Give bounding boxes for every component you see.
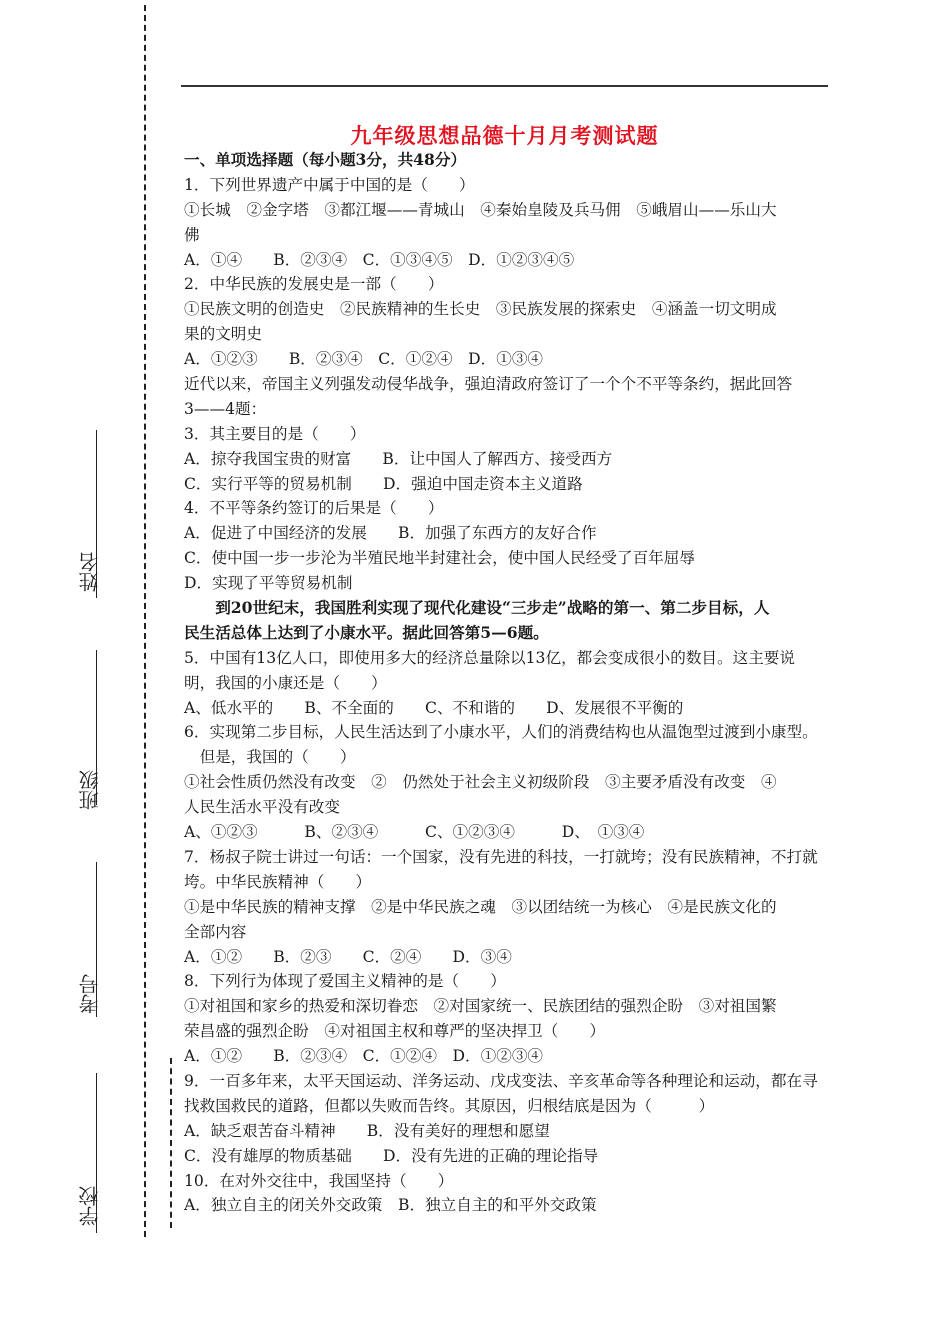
text-line: C．实行平等的贸易机制 D．强迫中国走资本主义道路 <box>184 474 583 493</box>
text-line: 人民生活水平没有改变 <box>184 798 340 817</box>
text-line: A、①②③ B、②③④ C、①②③④ D、 ①③④ <box>184 823 645 842</box>
text-line: 8．下列行为体现了爱国主义精神的是（ ） <box>184 972 506 991</box>
text-line: A．①④ B．②③④ C．①③④⑤ D．①②③④⑤ <box>184 250 575 269</box>
text-line: 6．实现第二步目标，人民生活达到了小康水平，人们的消费结构也从温饱型过渡到小康型。 <box>184 723 818 742</box>
text-line: ①对祖国和家乡的热爱和深切眷恋 ②对国家统一、民族团结的强烈企盼 ③对祖国繁 <box>184 997 777 1016</box>
text-line: ①民族文明的创造史 ②民族精神的生长史 ③民族发展的探索史 ④涵盖一切文明成 <box>184 300 777 319</box>
text-line: 佛 <box>184 225 200 244</box>
text-line: ①是中华民族的精神支撑 ②是中华民族之魂 ③以团结统一为核心 ④是民族文化的 <box>184 897 777 916</box>
class-label: 班级 <box>78 770 102 810</box>
binding-dashed-line-outer <box>144 5 146 1237</box>
text-line: A．①② B．②③ C．②④ D．③④ <box>184 947 512 966</box>
header-rule <box>181 85 828 87</box>
text-line: ①长城 ②金字塔 ③都江堰——青城山 ④秦始皇陵及兵马佣 ⑤峨眉山——乐山大 <box>184 200 777 219</box>
text-line: 果的文明史 <box>184 325 262 344</box>
text-line: 7．杨叔子院士讲过一句话：一个国家，没有先进的科技，一打就垮；没有民族精神，不打就 <box>184 847 818 866</box>
text-line: A．独立自主的闭关外交政策 B．独立自主的和平外交政策 <box>184 1196 597 1215</box>
text-line: C．使中国一步一步沦为半殖民地半封建社会，使中国人民经受了百年屈辱 <box>184 549 695 568</box>
school-label: 学校 <box>78 1186 102 1226</box>
text-line: 4．不平等条约签订的后果是（ ） <box>184 499 444 518</box>
text-line: 3．其主要目的是（ ） <box>184 424 366 443</box>
text-line: 一、单项选择题（每小题3分，共48分） <box>184 150 467 169</box>
text-line: 荣昌盛的强烈企盼 ④对祖国主权和尊严的坚决捍卫（ ） <box>184 1022 606 1041</box>
text-line: A．掠夺我国宝贵的财富 B．让中国人了解西方、接受西方 <box>184 449 613 468</box>
text-line: 1．下列世界遗产中属于中国的是（ ） <box>184 175 475 194</box>
text-line: C．没有雄厚的物质基础 D．没有先进的正确的理论指导 <box>184 1146 599 1165</box>
text-line: 全部内容 <box>184 922 247 941</box>
binding-dashed-line-inner <box>170 1058 172 1228</box>
text-line: 但是，我国的（ ） <box>184 748 356 767</box>
text-line: 垮。中华民族精神（ ） <box>184 872 372 891</box>
text-line: A．促进了中国经济的发展 B．加强了东西方的友好合作 <box>184 524 597 543</box>
text-line: 明，我国的小康还是（ ） <box>184 673 387 692</box>
text-line: 民生活总体上达到了小康水平。据此回答第5—6题。 <box>184 622 549 642</box>
text-line: 10．在对外交往中，我国坚持（ ） <box>184 1171 454 1190</box>
text-line: 2．中华民族的发展史是一部（ ） <box>184 275 444 294</box>
text-line: 近代以来，帝国主义列强发动侵华战争，强迫清政府签订了一个个不平等条约，据此回答 <box>184 375 793 394</box>
text-line: A．缺乏艰苦奋斗精神 B．没有美好的理想和愿望 <box>184 1121 550 1140</box>
text-line: 3——4题： <box>184 399 267 418</box>
exam-body <box>184 148 844 1218</box>
name-label: 姓名 <box>78 552 102 592</box>
text-line: ①社会性质仍然没有改变 ② 仍然处于社会主义初级阶段 ③主要矛盾没有改变 ④ <box>184 773 777 792</box>
text-line: D．实现了平等贸易机制 <box>184 574 353 593</box>
text-line: 9．一百多年来，太平天国运动、洋务运动、戊戌变法、辛亥革命等各种理论和运动，都在寻 <box>184 1071 818 1090</box>
exam-number-label: 考号 <box>78 974 102 1014</box>
exam-title: 九年级思想品德十月月考测试题 <box>350 123 659 148</box>
text-line: A．①②③ B．②③④ C．①②④ D．①③④ <box>184 350 544 369</box>
text-line: 到20世纪末，我国胜利实现了现代化建设“三步走”战略的第一、第二步目标，人 <box>184 598 770 618</box>
text-line: A、低水平的 B、不全面的 C、不和谐的 D、发展很不平衡的 <box>184 698 684 717</box>
text-line: 5．中国有13亿人口，即使用多大的经济总量除以13亿，都会变成很小的数目。这主要说 <box>184 648 795 667</box>
text-line: 找救国救民的道路，但都以失败而告终。其原因，归根结底是因为（ ） <box>184 1096 715 1115</box>
text-line: A．①② B．②③④ C．①②④ D．①②③④ <box>184 1047 544 1066</box>
